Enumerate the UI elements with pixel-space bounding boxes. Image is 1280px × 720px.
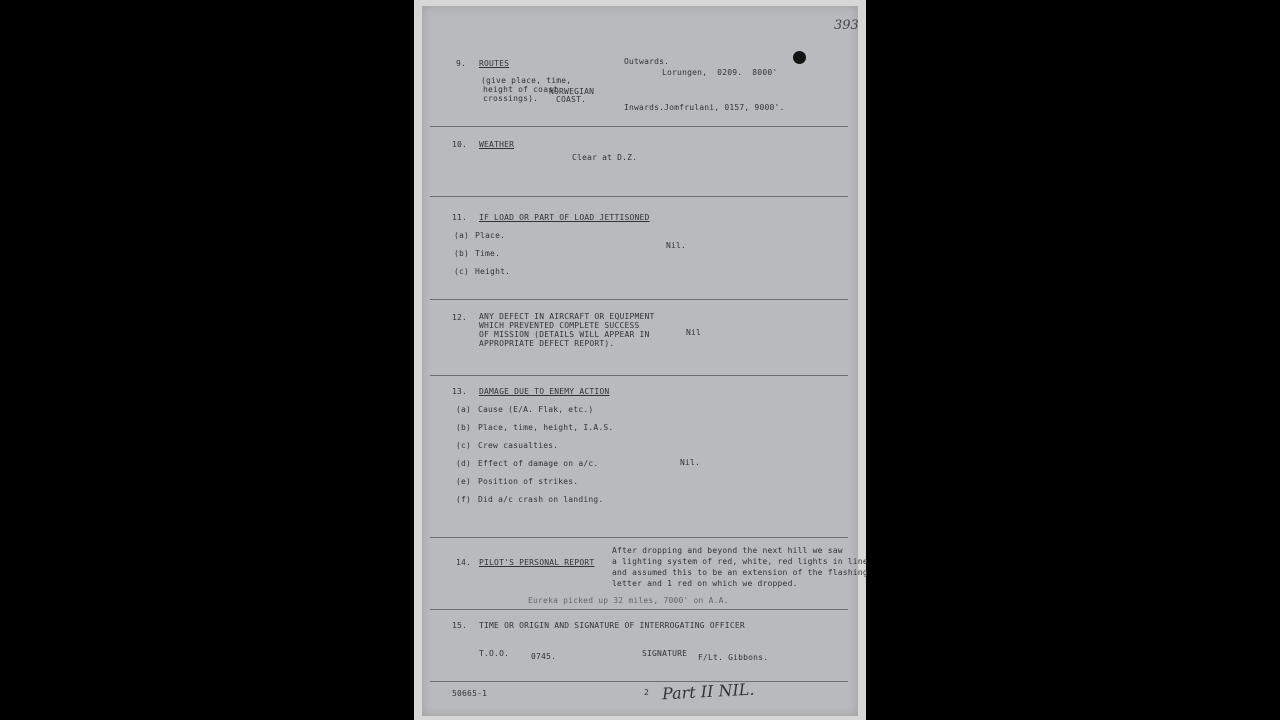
- section-divider: [430, 609, 848, 610]
- viewer-background-left: [0, 0, 414, 720]
- section-13-item-d-letter: (d): [456, 459, 472, 468]
- section-13-item-c-label: Crew casualties.: [478, 441, 559, 450]
- section-divider: [430, 196, 848, 197]
- section-11-item-c-letter: (c): [454, 267, 470, 276]
- section-11-title: IF LOAD OR PART OF LOAD JETTISONED: [479, 213, 650, 222]
- punch-hole: [793, 51, 806, 64]
- section-10-number: 10.: [452, 140, 468, 149]
- section-9-number: 9.: [456, 59, 467, 68]
- folio-number: 393: [834, 18, 859, 33]
- section-9-coast-1: NORWEGIAN: [549, 87, 595, 96]
- section-12-line-1: ANY DEFECT IN AIRCRAFT OR EQUIPMENT: [479, 312, 655, 321]
- viewer-background-right: [866, 0, 1280, 720]
- section-9-instruction-1: (give place, time,: [481, 76, 572, 85]
- section-13-item-a-letter: (a): [456, 405, 472, 414]
- section-10-title: WEATHER: [479, 140, 515, 149]
- document-page: [422, 6, 868, 716]
- section-13-item-e-label: Position of strikes.: [478, 477, 579, 486]
- section-14-report-4: letter and 1 red on which we dropped.: [612, 579, 798, 588]
- section-13-item-f-letter: (f): [456, 495, 472, 504]
- section-13-item-a-label: Cause (E/A. Flak, etc.): [478, 405, 594, 414]
- section-11-number: 11.: [452, 213, 468, 222]
- section-9-title: ROUTES: [479, 59, 510, 68]
- section-11-item-a-label: Place.: [475, 231, 506, 240]
- too-label: T.O.O.: [479, 649, 510, 658]
- section-14-report-3: and assumed this to be an extension of the flashing: [612, 568, 868, 577]
- section-divider: [430, 375, 848, 376]
- section-divider: [430, 126, 848, 127]
- section-14-note: Eureka picked up 32 miles, 7000' on A.A.: [528, 596, 729, 605]
- section-14-number: 14.: [456, 558, 472, 567]
- section-9-coast-2: COAST.: [556, 95, 587, 104]
- section-11-item-b-label: Time.: [475, 249, 501, 258]
- section-15-number: 15.: [452, 621, 468, 630]
- section-9-outwards-label: Outwards.: [624, 57, 670, 66]
- section-13-value: Nil.: [680, 458, 701, 467]
- section-13-item-c-letter: (c): [456, 441, 472, 450]
- section-13-item-e-letter: (e): [456, 477, 472, 486]
- section-13-title: DAMAGE DUE TO ENEMY ACTION: [479, 387, 610, 396]
- section-14-report-1: After dropping and beyond the next hill we saw: [612, 546, 843, 555]
- section-14-report-2: a lighting system of red, white, red lights in line: [612, 557, 868, 566]
- section-13-item-b-letter: (b): [456, 423, 472, 432]
- section-13-item-b-label: Place, time, height, I.A.S.: [478, 423, 614, 432]
- signature-value: F/Lt. Gibbons.: [698, 653, 769, 662]
- section-12-line-4: APPROPRIATE DEFECT REPORT).: [479, 339, 615, 348]
- section-12-line-3: OF MISSION (DETAILS WILL APPEAR IN: [479, 330, 650, 339]
- section-14-title: PILOT'S PERSONAL REPORT: [479, 558, 595, 567]
- section-13-item-f-label: Did a/c crash on landing.: [478, 495, 604, 504]
- section-divider: [430, 537, 848, 538]
- section-9-outwards-detail: Lorungen, 0209. 8000': [662, 68, 778, 77]
- section-12-line-2: WHICH PREVENTED COMPLETE SUCCESS: [479, 321, 640, 330]
- section-15-title: TIME OR ORIGIN AND SIGNATURE OF INTERROGATING OFFICER: [479, 621, 745, 630]
- section-11-value: Nil.: [666, 241, 687, 250]
- section-12-number: 12.: [452, 313, 468, 322]
- section-12-value: Nil: [686, 328, 702, 337]
- footer-page-number: 2: [644, 688, 650, 697]
- section-13-number: 13.: [452, 387, 468, 396]
- handwritten-annotation: Part II NIL.: [661, 679, 755, 704]
- section-13-item-d-label: Effect of damage on a/c.: [478, 459, 599, 468]
- section-11-item-c-label: Height.: [475, 267, 511, 276]
- section-9-inwards: Inwards.Jomfrulani, 0157, 9000'.: [624, 103, 785, 112]
- section-9-instruction-2: height of coast: [483, 85, 559, 94]
- section-divider: [430, 681, 848, 682]
- too-value: 0745.: [531, 652, 557, 661]
- section-11-item-a-letter: (a): [454, 231, 470, 240]
- form-code: 50665-1: [452, 689, 488, 698]
- section-11-item-b-letter: (b): [454, 249, 470, 258]
- section-divider: [430, 299, 848, 300]
- section-9-instruction-3: crossings).: [483, 94, 539, 103]
- section-10-value: Clear at D.Z.: [572, 153, 638, 162]
- signature-label: SIGNATURE: [642, 649, 688, 658]
